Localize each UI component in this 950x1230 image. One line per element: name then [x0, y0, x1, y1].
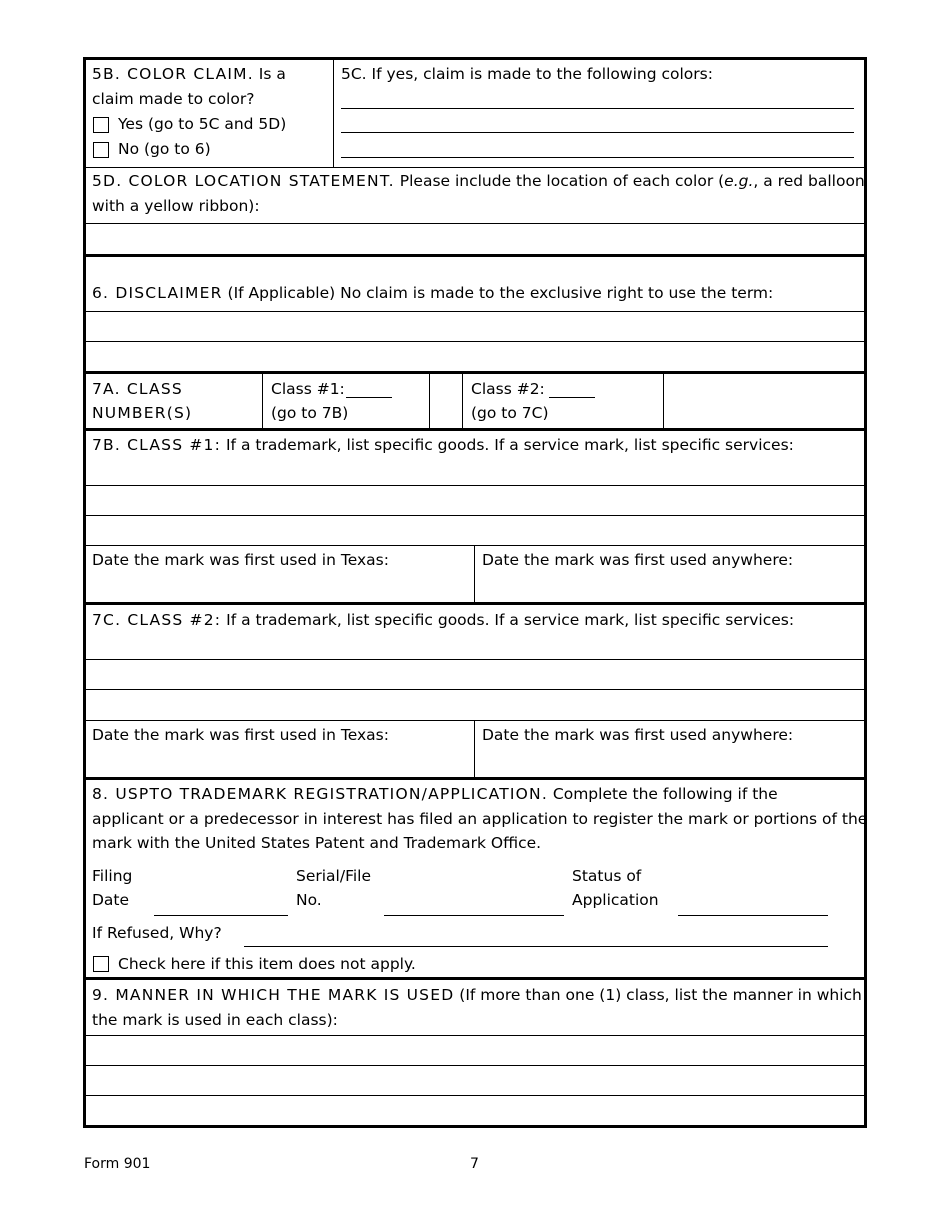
section-5d-line1 [92, 169, 865, 193]
divider-7a-4 [663, 373, 664, 429]
row-divider-7b-7c [85, 602, 865, 605]
section-9-heading: 9. MANNER IN WHICH THE MARK IS USED [92, 986, 455, 1004]
row-divider-7a-7b [85, 428, 865, 431]
form-border-bottom [83, 1125, 867, 1128]
section-5b-line1 [92, 62, 286, 86]
section-6-line [92, 281, 773, 305]
color-claim-no-label: No (go to 6) [118, 140, 211, 158]
colors-line-2[interactable] [341, 132, 854, 133]
section-5c-label: 5C. If yes, claim is made to the following colors: [341, 65, 713, 83]
section-5d-heading: 5D. COLOR LOCATION STATEMENT. [92, 172, 395, 190]
section-7b-text: If a trademark, list specific goods. If a service mark, list specific services: [225, 436, 794, 454]
class1-input-line[interactable] [346, 397, 392, 398]
section-5b-question-2: claim made to color? [92, 90, 255, 108]
class2-date-texas-label: Date the mark was first used in Texas: [92, 726, 389, 744]
not-apply-checkbox[interactable] [93, 956, 109, 972]
class2-date-anywhere-label: Date the mark was first used anywhere: [482, 726, 794, 744]
class1-date-texas-label: Date the mark was first used in Texas: [92, 551, 389, 569]
section-7c-line [92, 608, 794, 632]
section-7b-line [92, 433, 794, 457]
section-8-text-2: applicant or a predecessor in interest has filed an application to register the mark or portions of the [92, 810, 868, 828]
class1-label: Class #1: [271, 380, 345, 398]
form-border-right [864, 57, 867, 1128]
class1-goto: (go to 7B) [271, 404, 349, 422]
filing-label-1: Filing [92, 867, 133, 885]
section-8-text-1: Complete the following if the [552, 785, 778, 803]
row-divider-5d-answer [85, 223, 865, 224]
section-5d-text-2: , a red balloon [753, 172, 865, 190]
status-label-2: Application [572, 891, 659, 909]
filing-date-line[interactable] [154, 915, 288, 916]
section-7a-heading-2: NUMBER(S) [92, 404, 193, 422]
row-divider-9-answer-2 [85, 1065, 865, 1066]
status-label-1: Status of [572, 867, 642, 885]
row-divider-7b-answer-2 [85, 515, 865, 516]
divider-7c-dates [474, 720, 475, 778]
class2-goto: (go to 7C) [471, 404, 549, 422]
colors-line-3[interactable] [341, 157, 854, 158]
row-divider-9-answer-1 [85, 1035, 865, 1036]
class2-label: Class #2: [471, 380, 545, 398]
form-border-left [83, 57, 86, 1128]
class1-date-anywhere-label: Date the mark was first used anywhere: [482, 551, 794, 569]
row-divider-8-9 [85, 977, 865, 980]
filing-label-2: Date [92, 891, 130, 909]
section-9-text-1: (If more than one (1) class, list the manner in which [459, 986, 862, 1004]
section-7c-text: If a trademark, list specific goods. If a service mark, list specific services: [226, 611, 795, 629]
serial-label-1: Serial/File [296, 867, 372, 885]
section-7b-heading: 7B. CLASS #1: [92, 436, 222, 454]
row-divider-7b-answer-1 [85, 485, 865, 486]
divider-7a-3 [462, 373, 463, 429]
section-7a-heading-1: 7A. CLASS [92, 380, 183, 398]
row-divider-7c-8 [85, 777, 865, 780]
row-divider-7c-answer-1 [85, 659, 865, 660]
section-9-line1 [92, 983, 862, 1007]
row-divider-7c-answer-2 [85, 689, 865, 690]
row-divider-5b-5d [85, 167, 865, 168]
section-9-text-2: the mark is used in each class): [92, 1011, 338, 1029]
section-8-line1 [92, 782, 778, 806]
form-number: Form 901 [84, 1156, 151, 1172]
section-7c-heading: 7C. CLASS #2: [92, 611, 222, 629]
form-border-top [83, 57, 867, 60]
color-claim-yes-label: Yes (go to 5C and 5D) [118, 115, 287, 133]
class2-input-line[interactable] [549, 397, 595, 398]
section-5b-heading: 5B. COLOR CLAIM. [92, 65, 254, 83]
row-divider-6-7a [85, 371, 865, 374]
serial-no-line[interactable] [384, 915, 564, 916]
divider-5b-5c [333, 59, 334, 167]
section-6-heading: 6. DISCLAIMER [92, 284, 223, 302]
section-8-heading: 8. USPTO TRADEMARK REGISTRATION/APPLICATION. [92, 785, 548, 803]
section-5d-text-line2: with a yellow ribbon): [92, 197, 260, 215]
divider-7a-2 [429, 373, 430, 429]
not-apply-label: Check here if this item does not apply. [118, 955, 416, 973]
refused-reason-line[interactable] [244, 946, 828, 947]
divider-7b-dates [474, 545, 475, 603]
section-8-text-3: mark with the United States Patent and Trademark Office. [92, 834, 542, 852]
color-claim-no-checkbox[interactable] [93, 142, 109, 158]
status-line[interactable] [678, 915, 828, 916]
section-6-text: (If Applicable) No claim is made to the exclusive right to use the term: [227, 284, 774, 302]
page-number: 7 [470, 1156, 479, 1172]
row-divider-6-answer-1 [85, 311, 865, 312]
row-divider-7b-dates [85, 545, 865, 546]
divider-7a-1 [262, 373, 263, 429]
row-divider-7c-dates [85, 720, 865, 721]
refused-label: If Refused, Why? [92, 924, 222, 942]
serial-label-2: No. [296, 891, 322, 909]
colors-line-1[interactable] [341, 108, 854, 109]
section-5d-text-1: Please include the location of each color ( [399, 172, 725, 190]
row-divider-9-answer-3 [85, 1095, 865, 1096]
row-divider-6-answer-2 [85, 341, 865, 342]
section-5b-question-1: Is a [258, 65, 286, 83]
section-5d-text-em: e.g. [724, 172, 754, 190]
color-claim-yes-checkbox[interactable] [93, 117, 109, 133]
row-divider-5d-6 [85, 254, 865, 257]
